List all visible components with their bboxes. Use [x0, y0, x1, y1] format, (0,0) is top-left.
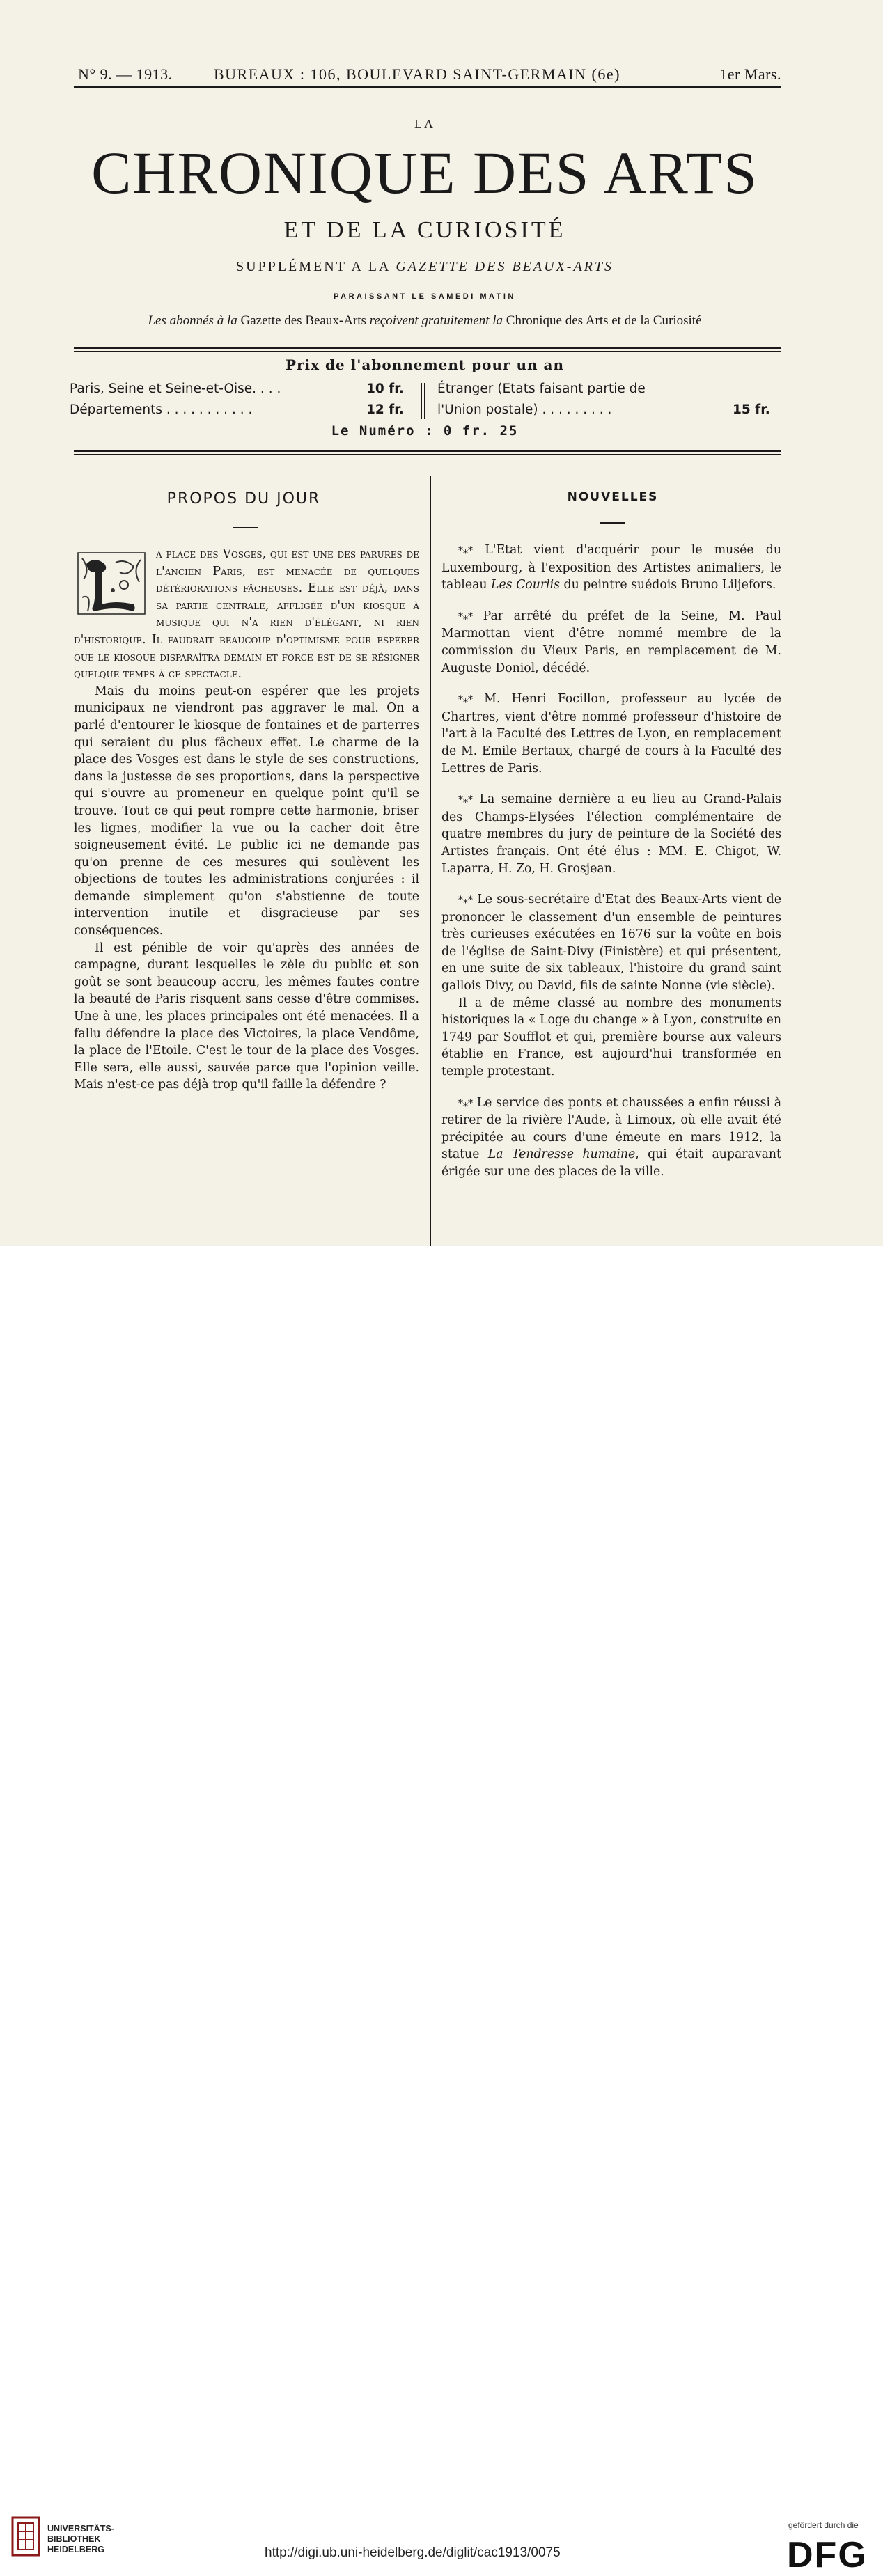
- abonnes-part4: Chronique des Arts et de la Curiosité: [506, 313, 702, 328]
- issue-number: N° 9. — 1913.: [78, 65, 173, 83]
- digitization-footer: [0, 1246, 883, 2575]
- permalink-url[interactable]: http://digi.ub.uni-heidelberg.de/diglit/cac1913/0075: [265, 2545, 561, 2560]
- propos-paragraph-2: Mais du moins peut-on espérer que les projets municipaux ne viendront pas aggraver le mal. On a parlé d'entourer le kiosque de fontaines et de parterres qui seraient du plus fâcheux effet. Le charme de la place des Vosges est dans le style de ses constructions, dans la justesse de ses proportions, dans la perspective qui s'ouvre au promeneur en quelque point qu'il se trouve. Tout ce qui peut rompre cette harmonie, briser les lignes, modifier la vue ou la cacher doit être soigneusement évité. Le public ici ne demande pas qu'on prenne de ces mesures qui soulèvent les objections de toutes les administrations conjurées : il demande simplement qu'on s'abstienne de toute intervention inutile et disgracieuse par ses conséquences.: [74, 684, 419, 938]
- news-2-text: Par arrêté du préfet de la Seine, M. Paul Marmottan vient d'être nommé membre de la commission du Vieux Paris, en remplacement de M. Auguste Doniol, décédé.: [442, 608, 781, 675]
- paraissant-line: PARAISSANT LE SAMEDI MATIN: [334, 292, 516, 301]
- nouvelles-dash: [600, 522, 625, 524]
- ornate-dropcap-l-icon: [74, 549, 149, 618]
- column-divider: [430, 476, 431, 1246]
- numero-price: Le Numéro : 0 fr. 25: [331, 423, 519, 439]
- news-item-6: [442, 1094, 781, 1181]
- news-1-text-a: L'Etat vient d'acquérir pour le musée du Luxembourg, à l'exposition des Artistes animaliers, le tableau: [442, 543, 781, 592]
- subscription-departements: [70, 402, 418, 417]
- abonnes-part3: reçoivent gratuitement la: [369, 313, 503, 328]
- news-1-title: Les Courlis: [491, 578, 561, 592]
- asterism-icon: *⁎*: [458, 794, 473, 806]
- news-item-3: [442, 691, 781, 777]
- asterism-icon: *⁎*: [458, 694, 473, 706]
- propos-p1-text: a place des Vosges, qui est une des parures de l'ancien Paris, est menacée de quelques détériorations fâcheuses. Elle est déjà, dans sa partie centrale, affligée d'un kiosque à musique qui n'a rien d'élégant, ni rien d'historique. Il faudrait beaucoup d'optimisme pour espérer que le kiosque disparaîtra demain et force est de se résigner quelque temps à ce spectacle.: [74, 547, 419, 682]
- news-item-2: [442, 608, 781, 677]
- library-line-2: BIBLIOTHEK: [47, 2534, 101, 2544]
- supplement-prefix: SUPPLÉMENT A LA: [236, 259, 391, 274]
- news-6-text-a: Le service des ponts et chaussées a enfin réussi à retirer de la rivière l'Aude, à Limoux, où elle avait été précipitée au cours d'une émeute en mars 1912, la statue: [442, 1095, 781, 1162]
- news-item-1: [442, 542, 781, 594]
- propos-dash: [233, 527, 258, 528]
- news-4-text: La semaine dernière a eu lieu au Grand-Palais des Champs-Elysées l'élection complémentaire de quatre membres du jury de peinture de la Société des Artistes français. Ont été élus : MM. E. Chigot, W. Laparra, H. Zo, H. Grosjean.: [442, 792, 781, 876]
- subscription-divider-b: [424, 383, 425, 419]
- library-line-3: HEIDELBERG: [47, 2545, 104, 2554]
- news-5-text: Le sous-secrétaire d'Etat des Beaux-Arts vient de prononcer le classement d'un ensemble de peintures très curieuses exécutées en 1676 sur la voûte en bois de l'église de Saint-Divy (Finistère) et qui présentent, en une suite de six tableaux, l'histoire du grand saint gallois Divy, ou David, fils de sainte Nonne (vie siècle).: [442, 893, 781, 994]
- asterism-icon: *⁎*: [458, 895, 473, 906]
- etranger-price: 15 fr.: [733, 402, 770, 417]
- abonnes-part1: Les abonnés à la: [148, 313, 237, 328]
- paris-label: Paris, Seine et Seine-et-Oise. . . .: [70, 382, 281, 396]
- masthead-subtitle: ET DE LA CURIOSITÉ: [283, 217, 566, 243]
- news-item-4: [442, 791, 781, 877]
- nouvelles-column: [442, 542, 781, 1195]
- subscription-etranger-1: [437, 382, 781, 396]
- funding-note: gefördert durch die: [788, 2520, 859, 2530]
- bureaux-address: BUREAUX : 106, BOULEVARD SAINT-GERMAIN (6e): [214, 65, 620, 83]
- library-line-1: UNIVERSITÄTS-: [47, 2524, 114, 2534]
- supplement-gazette: GAZETTE DES BEAUX-ARTS: [396, 259, 614, 274]
- propos-article: [74, 546, 419, 1094]
- supplement-line: [70, 259, 780, 275]
- etranger-line1: Étranger (Etats faisant partie de: [437, 382, 646, 396]
- news-6-text-b: , qui était auparavant érigée sur une des places de la ville.: [442, 1147, 781, 1179]
- dept-label: Départements . . . . . . . . . . .: [70, 402, 253, 417]
- subscription-title: Prix de l'abonnement pour un an: [285, 356, 565, 373]
- paris-price: 10 fr.: [366, 382, 404, 396]
- subscription-paris: [70, 382, 418, 396]
- library-name: [47, 2524, 114, 2555]
- folio-line: [78, 61, 781, 86]
- propos-paragraph-3: Il est pénible de voir qu'après des années de campagne, durant lesquelles le zèle du public et son goût se sont beaucoup accru, les mêmes fautes contre la beauté de Paris risquent sans cesse d'être commises. Une à une, les places principales ont été menacées. Il a fallu défendre la place des Victoires, la place Vendôme, la place de l'Etoile. C'est le tour de la place des Vosges. Elle sera, elle aussi, sauvée parce que l'opinion veille. Mais n'est-ce pas déjà trop qu'il faille la défendre ?: [74, 941, 419, 1092]
- etranger-line2: l'Union postale) . . . . . . . . .: [437, 402, 612, 417]
- issue-date: 1er Mars.: [719, 65, 781, 83]
- news-1-text-b: du peintre suédois Bruno Liljefors.: [563, 578, 776, 592]
- subscription-rule-top: [74, 347, 781, 349]
- news-item-5: [442, 891, 781, 995]
- newspaper-page: [0, 0, 883, 1246]
- nouvelles-heading: NOUVELLES: [567, 490, 659, 504]
- abonnes-part2: Gazette des Beaux-Arts: [240, 313, 366, 328]
- asterism-icon: *⁎*: [458, 1097, 473, 1109]
- dfg-logo: DFG: [787, 2535, 868, 2575]
- subscription-divider-a: [421, 383, 422, 419]
- header-rule-thick: [74, 86, 781, 88]
- section-rule-thick: [74, 450, 781, 452]
- propos-heading: PROPOS DU JOUR: [166, 490, 321, 508]
- section-rule-thin: [74, 454, 781, 455]
- news-3-text: M. Henri Focillon, professeur au lycée de Chartres, vient d'être nommé professeur d'histoire de l'art à la Faculté des Lettres de Lyon, en remplacement de M. Emile Bertaux, chargé de cours à la Faculté des Lettres de Paris.: [442, 692, 782, 776]
- subscription-rule-top-thin: [74, 351, 781, 352]
- masthead-title: CHRONIQUE DES ARTS: [91, 139, 758, 206]
- abonnes-line: [70, 313, 780, 329]
- asterism-icon: *⁎*: [458, 545, 473, 556]
- subscription-etranger-2: [437, 402, 781, 417]
- news-item-5-continued: Il a de même classé au nombre des monuments historiques la « Loge du change » à Lyon, construite en 1749 par Soufflot et qui, première bourse aux valeurs établie en France, est aujourd'hui transformée en temple protestant.: [442, 996, 781, 1079]
- dept-price: 12 fr.: [366, 402, 404, 417]
- masthead-la: LA: [414, 117, 435, 131]
- university-seal-icon: [10, 2515, 42, 2558]
- news-6-title: La Tendresse humaine: [487, 1147, 636, 1162]
- asterism-icon: *⁎*: [458, 611, 473, 622]
